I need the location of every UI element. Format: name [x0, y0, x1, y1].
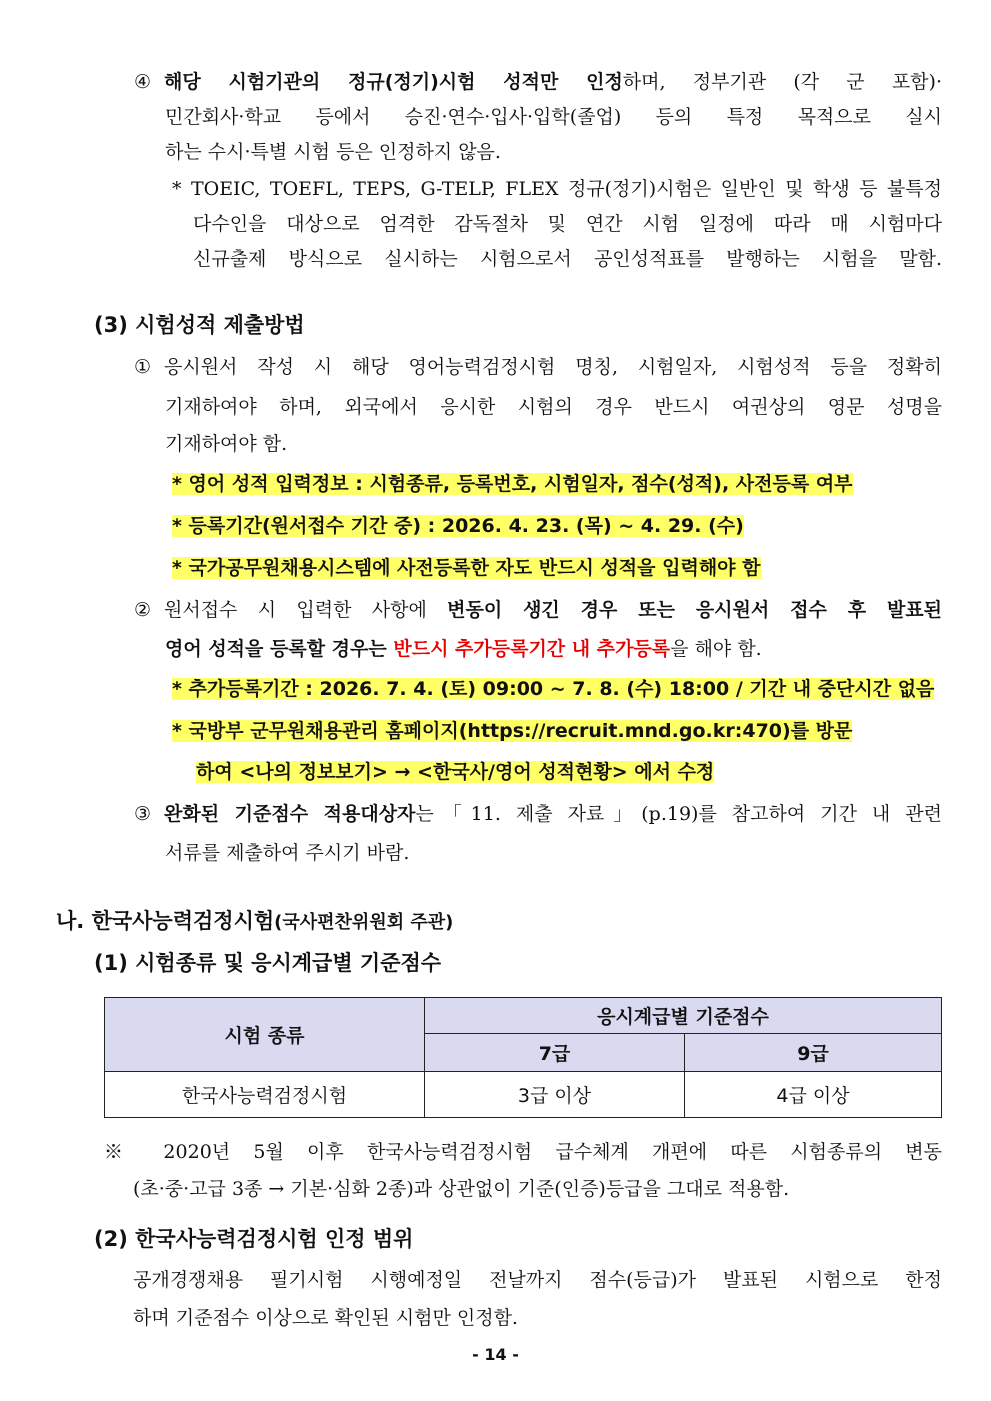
highlight-homepage-text: * 국방부 군무원채용관리 홈페이지(https://recruit.mnd.go.kr:470)를 방문 — [172, 720, 853, 742]
sec3-item3-bold: 완화된 기준점수 적용대상자 — [164, 803, 416, 825]
highlight-homepage-cont-text: 하여 <나의 정보보기> → <한국사/영어 성적현황> 에서 수정 — [196, 761, 715, 783]
sec3-item2-line1-pre: 원서접수 시 입력한 사항에 — [164, 599, 448, 621]
table-cell-exam: 한국사능력검정시험 — [105, 1072, 425, 1118]
sec3-item2-number: ② — [134, 599, 152, 621]
section3-heading: (3) 시험성적 제출방법 — [94, 313, 305, 337]
sec3-item2-line2 — [165, 635, 762, 663]
table-cell-9: 4급 이상 — [685, 1072, 942, 1118]
highlight-additional-period — [172, 674, 934, 704]
item4-note-line1: * TOEIC, TOEFL, TEPS, G-TELP, FLEX 정규(정기)시험은 일반인 및 학생 등 불특정 — [172, 178, 942, 200]
sec3-item2-line2-bold: 영어 성적을 등록할 경우는 — [165, 638, 394, 660]
highlight-additional-period-text: * 추가등록기간 : 2026. 7. 4. (토) 09:00 ~ 7. 8. (수) 18:00 / 기간 내 중단시간 없음 — [172, 678, 935, 700]
sec3-item2-line2-rest: 을 해야 함. — [670, 638, 762, 660]
subsection1-heading: (1) 시험종류 및 응시계급별 기준점수 — [94, 951, 442, 975]
highlight-english-info — [172, 469, 853, 499]
item4-line1 — [134, 68, 942, 96]
sec3-item2-line1 — [134, 596, 942, 624]
sec3-item3-line1 — [134, 800, 942, 828]
highlight-homepage-cont — [196, 757, 714, 787]
item4-number: ④ — [134, 71, 152, 93]
table-header-exam: 시험 종류 — [105, 998, 425, 1072]
highlight-registration-period — [172, 511, 744, 541]
item4-line1-rest: 하며, 정부기관 (각 군 포함)· — [622, 71, 942, 93]
highlight-english-info-text: * 영어 성적 입력정보 : 시험종류, 등록번호, 시험일자, 점수(성적), 사전등록 여부 — [172, 473, 853, 495]
table-header-9: 9급 — [685, 1034, 942, 1072]
sec3-item3-line1-rest: 는「11. 제출 자료」(p.19)를 참고하여 기간 내 관련 — [415, 803, 942, 825]
section-na-heading — [56, 906, 453, 938]
highlight-homepage — [172, 716, 852, 746]
note-line2: (초·중·고급 3종 → 기본·심화 2종)과 상관없이 기준(인증)등급을 그대로 적용함. — [133, 1178, 790, 1200]
page-number: - 14 - — [472, 1345, 519, 1364]
highlight-preregistered-text: * 국가공무원채용시스템에 사전등록한 자도 반드시 성적을 입력해야 함 — [172, 557, 761, 579]
score-table — [104, 997, 942, 1118]
table-header-group: 응시계급별 기준점수 — [425, 998, 942, 1034]
table-header-7: 7급 — [425, 1034, 685, 1072]
sec3-item1-line3: 기재하여야 함. — [165, 433, 288, 455]
subsection2-line2: 하며 기준점수 이상으로 확인된 시험만 인정함. — [133, 1307, 518, 1329]
subsection2-heading: (2) 한국사능력검정시험 인정 범위 — [94, 1227, 414, 1251]
highlight-preregistered — [172, 553, 761, 583]
item4-note-line3: 신규출제 방식으로 실시하는 시험으로서 공인성적표를 발행하는 시험을 말함. — [193, 248, 942, 270]
section-na-heading-main: 나. 한국사능력검정시험 — [56, 909, 275, 933]
sec3-item3-number: ③ — [134, 803, 152, 825]
subsection2-line1: 공개경쟁채용 필기시험 시행예정일 전날까지 점수(등급)가 발표된 시험으로 한정 — [133, 1269, 942, 1291]
item4-note-line2: 다수인을 대상으로 엄격한 감독절차 및 연간 시험 일정에 따라 매 시험마다 — [193, 213, 942, 235]
sec3-item2-line1-bold: 변동이 생긴 경우 또는 응시원서 접수 후 발표된 — [447, 599, 943, 621]
table-row — [105, 1072, 942, 1118]
section-na-heading-sub: (국사편찬위원회 주관) — [274, 912, 454, 933]
highlight-registration-period-text: * 등록기간(원서접수 기간 중) : 2026. 4. 23. (목) ~ 4. 29. (수) — [172, 515, 744, 537]
item4-line3: 하는 수시·특별 시험 등은 인정하지 않음. — [165, 141, 501, 163]
sec3-item1-line2: 기재하여야 하며, 외국에서 응시한 시험의 경우 반드시 여권상의 영문 성명을 — [165, 396, 942, 418]
sec3-item2-red-text: 반드시 추가등록기간 내 추가등록 — [393, 638, 671, 660]
item4-line2: 민간회사·학교 등에서 승진·연수·입사·입학(졸업) 등의 특정 목적으로 실시 — [165, 106, 942, 128]
table-cell-7: 3급 이상 — [425, 1072, 685, 1118]
item4-bold-text: 해당 시험기관의 정규(정기)시험 성적만 인정 — [164, 71, 623, 93]
sec3-item3-line2: 서류를 제출하여 주시기 바람. — [165, 842, 410, 864]
sec3-item1-line1 — [134, 353, 942, 381]
sec3-item1-line1-text: 응시원서 작성 시 해당 영어능력검정시험 명칭, 시험일자, 시험성적 등을 정확히 — [164, 356, 942, 378]
note-line1: ※ 2020년 5월 이후 한국사능력검정시험 급수체계 개편에 따른 시험종류의 변동 — [104, 1141, 942, 1163]
sec3-item1-number: ① — [134, 356, 152, 378]
